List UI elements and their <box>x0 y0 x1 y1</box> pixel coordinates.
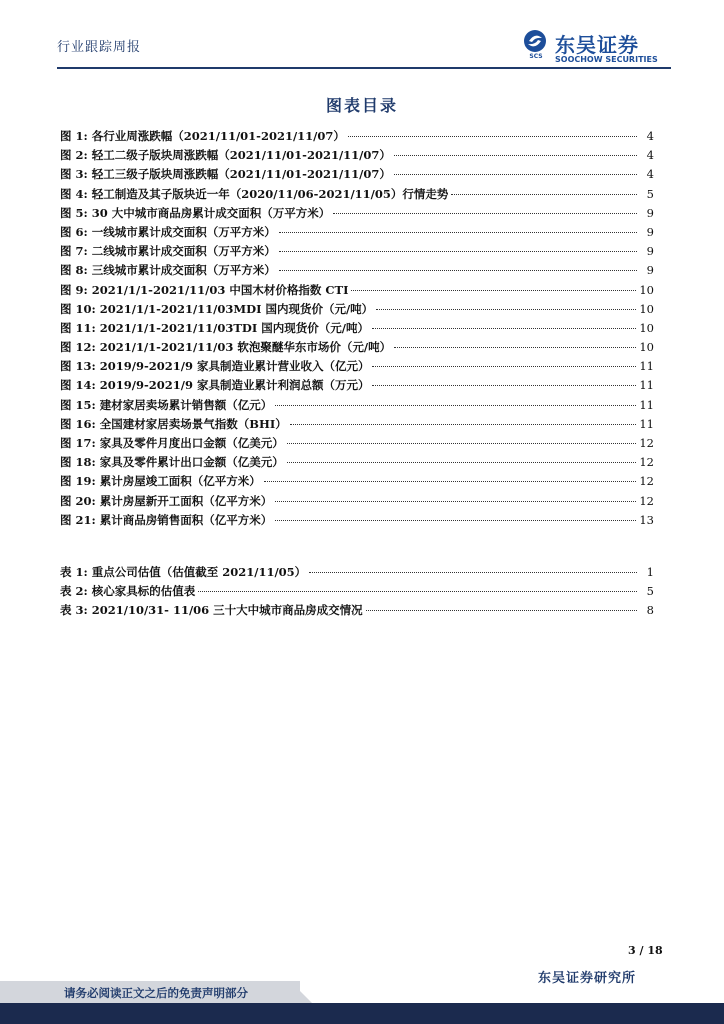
figure-page: 4 <box>646 148 654 163</box>
figure-label: 图 2: <box>60 148 88 163</box>
figure-title: 30 大中城市商品房累计成交面积（万平方米） <box>91 205 331 220</box>
figure-page: 10 <box>639 340 654 355</box>
leader-dots <box>309 572 637 573</box>
leader-dots <box>394 347 636 348</box>
figure-label: 图 5: <box>60 205 88 220</box>
footer-band-dark <box>0 1003 724 1024</box>
leader-dots <box>372 366 636 367</box>
figure-title: 二线城市累计成交面积（万平方米） <box>91 244 276 259</box>
figure-label: 图 21: <box>60 512 96 527</box>
header-divider <box>57 67 671 69</box>
figure-title: 2021/1/1-2021/11/03 中国木材价格指数 CTI <box>91 282 349 297</box>
leader-dots <box>275 405 636 406</box>
figure-title: 累计房屋新开工面积（亿平方米） <box>99 493 273 508</box>
figure-entry[interactable] <box>60 186 654 205</box>
figure-title: 家具及零件累计出口金额（亿美元） <box>99 455 284 470</box>
figure-title: 累计房屋竣工面积（亿平方米） <box>99 474 261 489</box>
figure-page: 9 <box>646 263 654 278</box>
figure-label: 图 10: <box>60 301 96 316</box>
figure-label: 图 18: <box>60 455 96 470</box>
figure-entry[interactable] <box>60 512 654 531</box>
leader-dots <box>198 591 637 592</box>
figure-page: 10 <box>639 282 654 297</box>
figure-page: 13 <box>639 512 654 527</box>
figure-entry[interactable] <box>60 454 654 473</box>
leader-dots <box>275 501 636 502</box>
figure-page: 12 <box>639 436 654 450</box>
logo-cn-name: 东吴证券 <box>555 33 639 57</box>
figure-page: 9 <box>646 224 654 239</box>
figure-list <box>60 128 654 531</box>
figure-title: 轻工制造及其子版块近一年（2020/11/06-2021/11/05）行情走势 <box>91 186 449 201</box>
figure-title: 家具及零件月度出口金额（亿美元） <box>99 436 284 450</box>
figure-page: 4 <box>646 167 654 182</box>
figure-entry[interactable] <box>60 416 654 435</box>
figure-page: 10 <box>639 320 654 335</box>
figure-title: 2021/1/1-2021/11/03TDI 国内现货价（元/吨） <box>99 320 369 335</box>
leader-dots <box>351 290 636 291</box>
figure-entry[interactable] <box>60 243 654 262</box>
table-page: 8 <box>646 603 654 618</box>
logo-en-name: SOOCHOW SECURITIES <box>555 55 658 64</box>
table-title: 重点公司估值（估值截至 2021/11/05） <box>91 565 307 579</box>
figure-title: 轻工三级子版块周涨跌幅（2021/11/01-2021/11/07） <box>91 167 391 182</box>
figure-label: 图 19: <box>60 474 96 489</box>
figure-entry[interactable] <box>60 320 654 339</box>
figure-entry[interactable] <box>60 397 654 416</box>
leader-dots <box>264 481 637 482</box>
figure-entry[interactable] <box>60 301 654 320</box>
table-list <box>60 564 654 622</box>
figure-page: 11 <box>639 397 654 412</box>
figure-label: 图 1: <box>60 129 88 143</box>
figure-label: 图 9: <box>60 282 88 297</box>
leader-dots <box>394 155 637 156</box>
figure-label: 图 20: <box>60 493 96 508</box>
figure-title: 2021/1/1-2021/11/03 软泡聚醚华东市场价（元/吨） <box>99 340 392 355</box>
figure-title: 累计商品房销售面积（亿平方米） <box>99 512 273 527</box>
leader-dots <box>372 328 636 329</box>
company-logo <box>521 29 671 67</box>
figure-entry[interactable] <box>60 493 654 512</box>
leader-dots <box>348 136 637 137</box>
figure-entry[interactable] <box>60 473 654 492</box>
figure-label: 图 13: <box>60 359 96 374</box>
figure-title: 2019/9-2021/9 家具制造业累计利润总额（万元） <box>99 378 370 393</box>
logo-mark-text: SCS <box>529 53 543 60</box>
table-page: 1 <box>646 565 654 579</box>
table-title: 2021/10/31- 11/06 三十大中城市商品房成交情况 <box>91 603 363 618</box>
figure-entry[interactable] <box>60 128 654 147</box>
leader-dots <box>290 424 637 425</box>
leader-dots <box>287 443 637 444</box>
figure-title: 全国建材家居卖场景气指数（BHI） <box>99 416 287 431</box>
leader-dots <box>275 520 636 521</box>
figure-page: 4 <box>646 129 654 143</box>
table-entry[interactable] <box>60 564 654 583</box>
figure-page: 12 <box>639 455 654 470</box>
figure-entry[interactable] <box>60 377 654 396</box>
figure-page: 9 <box>646 244 654 259</box>
table-label: 表 3: <box>60 603 88 618</box>
figure-entry[interactable] <box>60 205 654 224</box>
disclaimer-text: 请务必阅读正文之后的免责声明部分 <box>64 986 248 1000</box>
leader-dots <box>451 194 637 195</box>
table-entry[interactable] <box>60 583 654 602</box>
figure-label: 图 16: <box>60 416 96 431</box>
figure-title: 轻工二级子版块周涨跌幅（2021/11/01-2021/11/07） <box>91 148 391 163</box>
figure-entry[interactable] <box>60 282 654 301</box>
figure-page: 5 <box>646 186 654 201</box>
leader-dots <box>279 232 637 233</box>
figure-page: 11 <box>639 359 654 374</box>
leader-dots <box>333 213 637 214</box>
report-type-label: 行业跟踪周报 <box>57 40 142 55</box>
figure-label: 图 4: <box>60 186 88 201</box>
page-number: 3 / 18 <box>628 944 663 957</box>
figure-page: 11 <box>639 378 654 393</box>
figure-label: 图 8: <box>60 263 88 278</box>
figure-page: 9 <box>646 205 654 220</box>
figure-label: 图 7: <box>60 244 88 259</box>
table-label: 表 2: <box>60 584 88 599</box>
toc-title: 图表目录 <box>325 96 398 115</box>
figure-title: 2021/1/1-2021/11/03MDI 国内现货价（元/吨） <box>99 301 374 316</box>
figure-label: 图 11: <box>60 320 96 335</box>
figure-entry[interactable] <box>60 339 654 358</box>
figure-title: 建材家居卖场累计销售额（亿元） <box>99 397 273 412</box>
figure-entry[interactable] <box>60 435 654 454</box>
figure-label: 图 17: <box>60 436 96 450</box>
leader-dots <box>279 270 637 271</box>
figure-page: 12 <box>639 474 654 489</box>
figure-entry[interactable] <box>60 224 654 243</box>
figure-entry[interactable] <box>60 166 654 185</box>
figure-title: 三线城市累计成交面积（万平方米） <box>91 263 276 278</box>
figure-entry[interactable] <box>60 358 654 377</box>
figure-label: 图 12: <box>60 340 96 355</box>
figure-entry[interactable] <box>60 262 654 281</box>
figure-page: 12 <box>639 493 654 508</box>
figure-title: 2019/9-2021/9 家具制造业累计营业收入（亿元） <box>99 359 370 374</box>
figure-page: 11 <box>639 416 654 431</box>
leader-dots <box>366 610 637 611</box>
table-page: 5 <box>646 584 654 599</box>
leader-dots <box>394 174 637 175</box>
leader-dots <box>376 309 636 310</box>
figure-entry[interactable] <box>60 147 654 166</box>
table-entry[interactable] <box>60 602 654 621</box>
figure-label: 图 15: <box>60 397 96 412</box>
leader-dots <box>287 462 637 463</box>
figure-page: 10 <box>639 301 654 316</box>
table-title: 核心家具标的估值表 <box>91 584 196 599</box>
footer-band-slope <box>290 981 312 1003</box>
figure-label: 图 6: <box>60 224 88 239</box>
figure-title: 一线城市累计成交面积（万平方米） <box>91 224 276 239</box>
leader-dots <box>372 385 636 386</box>
leader-dots <box>279 251 637 252</box>
institute-name: 东吴证券研究所 <box>538 971 637 986</box>
figure-label: 图 14: <box>60 378 96 393</box>
figure-label: 图 3: <box>60 167 88 182</box>
figure-title: 各行业周涨跌幅（2021/11/01-2021/11/07） <box>91 129 345 143</box>
table-label: 表 1: <box>60 565 88 579</box>
